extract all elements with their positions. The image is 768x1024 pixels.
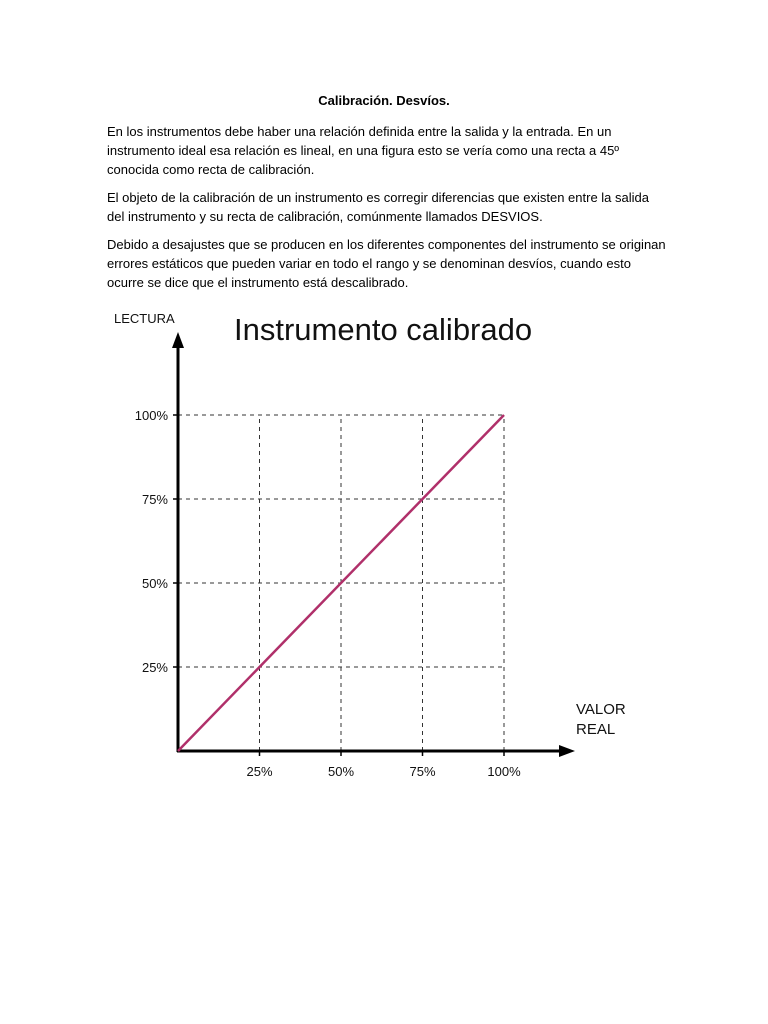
- paragraph-2: El objeto de la calibración de un instrumento es corregir diferencias que existen entre la salida del instrumento y su recta de calibración, comúnmente llamados DESVIOS.: [107, 190, 649, 224]
- x-axis-label-line-1: VALOR: [576, 701, 626, 718]
- y-tick-label: 75%: [141, 492, 168, 507]
- calibration-figure: [114, 298, 634, 798]
- y-tick-label: 100%: [134, 408, 168, 423]
- y-axis-arrowhead: [172, 332, 184, 348]
- paragraph-3: Debido a desajustes que se producen en los diferentes componentes del instrumento se originan errores estáticos que pueden variar en todo el rango y se denominan desvíos, cuando esto ocurre se dice que el instrumento está descalibrado.: [107, 237, 666, 290]
- x-tick-label: 75%: [409, 764, 436, 779]
- x-tick-label: 25%: [246, 764, 273, 779]
- y-axis-label: LECTURA: [114, 311, 175, 326]
- x-axis-label-line-2: REAL: [576, 721, 616, 738]
- chart-title: Instrumento calibrado: [234, 312, 533, 347]
- calibration-chart: [114, 298, 634, 798]
- y-tick-label: 50%: [141, 576, 168, 591]
- x-tick-label: 50%: [327, 764, 355, 779]
- paragraph-1: En los instrumentos debe haber una relación definida entre la salida y la entrada. En un instrumento ideal esa relación es lineal, en una figura esto se vería como una recta a 45º conocida como recta de calibración.: [107, 124, 620, 177]
- x-axis-arrowhead: [559, 745, 575, 757]
- page-title: Calibración. Desvíos.: [318, 93, 450, 108]
- x-tick-label: 100%: [487, 764, 521, 779]
- y-tick-label: 25%: [141, 660, 168, 675]
